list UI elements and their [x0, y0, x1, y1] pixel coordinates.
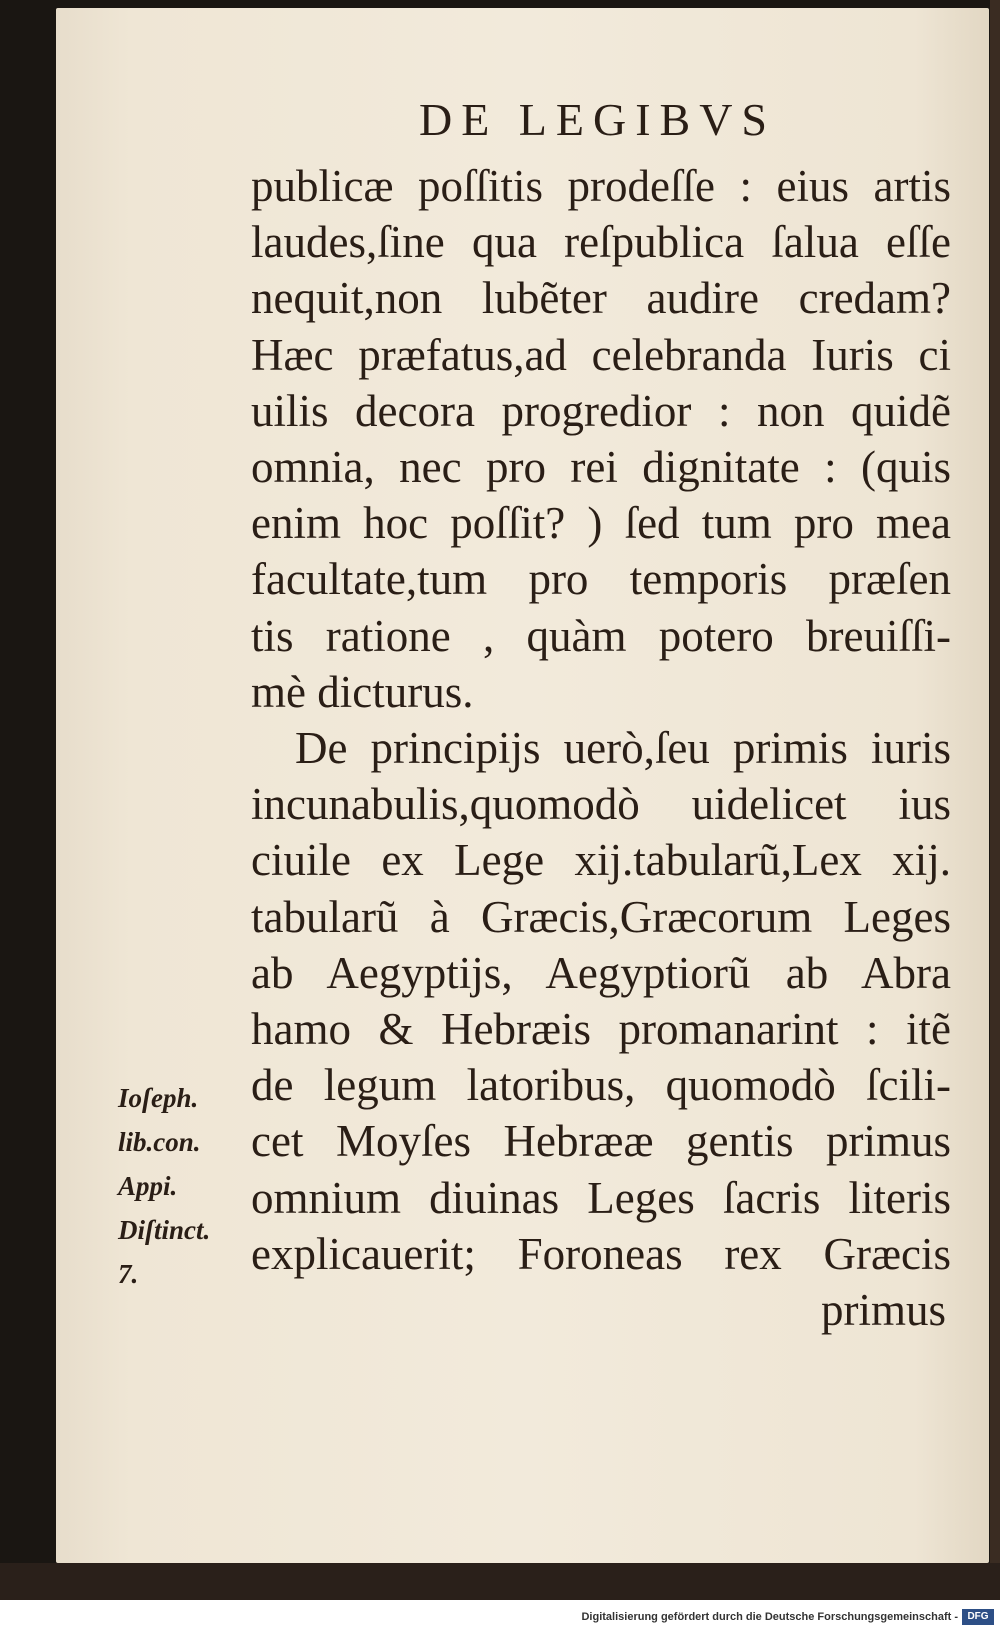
text-line: omnia, nec pro rei dignitate : (quis: [251, 442, 951, 493]
book-bottom-edge: [0, 1563, 1000, 1600]
running-head: DE LEGIBVS: [418, 94, 777, 145]
text-line: hamo & Hebræis promanarint : itẽ: [251, 1004, 951, 1055]
margin-note-line: lib.con.: [118, 1127, 201, 1157]
body-text: [251, 158, 951, 1338]
margin-note-line: Appi.: [118, 1171, 178, 1201]
text-line: incunabulis,quomodò uidelicet ius: [251, 779, 951, 830]
text-line: explicauerit; Foroneas rex Græcis: [251, 1228, 951, 1279]
text-line: ciuile ex Lege xij.tabularũ,Lex xij.: [251, 835, 951, 886]
text-line: ab Aegyptijs, Aegyptiorũ ab Abra: [251, 947, 951, 998]
footer-bar: [0, 1600, 1000, 1635]
margin-note: [118, 1076, 248, 1296]
text-line: tis ratione , quàm potero breuiſſi-: [251, 610, 951, 661]
margin-note-line: Ioſeph.: [118, 1083, 199, 1113]
text-line: laudes,ſine qua reſpublica ſalua eſſe: [251, 217, 951, 268]
text-line: facultate,tum pro temporis præſen: [251, 554, 951, 605]
text-line: de legum latoribus, quomodò ſcili-: [251, 1060, 951, 1111]
text-line: De principijs uerò,ſeu primis iuris: [295, 723, 951, 774]
text-line: nequit,non lubẽter audire credam?: [251, 273, 951, 324]
text-line: uilis decora progredior : non quidẽ: [251, 385, 951, 436]
catchword: primus: [820, 1285, 946, 1336]
text-line: enim hoc poſſit? ) ſed tum pro mea: [251, 498, 951, 549]
book-page: [56, 8, 989, 1563]
margin-note-line: 7.: [118, 1259, 139, 1289]
text-line: omnium diuinas Leges ſacris literis: [251, 1172, 951, 1223]
text-line: mè dicturus.: [251, 666, 474, 717]
text-line: tabularũ à Græcis,Græcorum Leges: [251, 891, 951, 942]
text-line: publicæ poſſitis prodeſſe : eius artis: [251, 161, 951, 211]
book-edge: [990, 0, 1000, 1600]
footer-credit: Digitalisierung gefördert durch die Deutsche Forschungsgemeinschaft -: [581, 1611, 958, 1623]
dfg-logo: DFG: [962, 1609, 994, 1625]
text-line: cet Moyſes Hebrææ gentis primus: [251, 1116, 951, 1167]
text-line: Hæc præfatus,ad celebranda Iuris ci: [251, 329, 951, 380]
margin-note-line: Diſtinct.: [118, 1215, 211, 1245]
